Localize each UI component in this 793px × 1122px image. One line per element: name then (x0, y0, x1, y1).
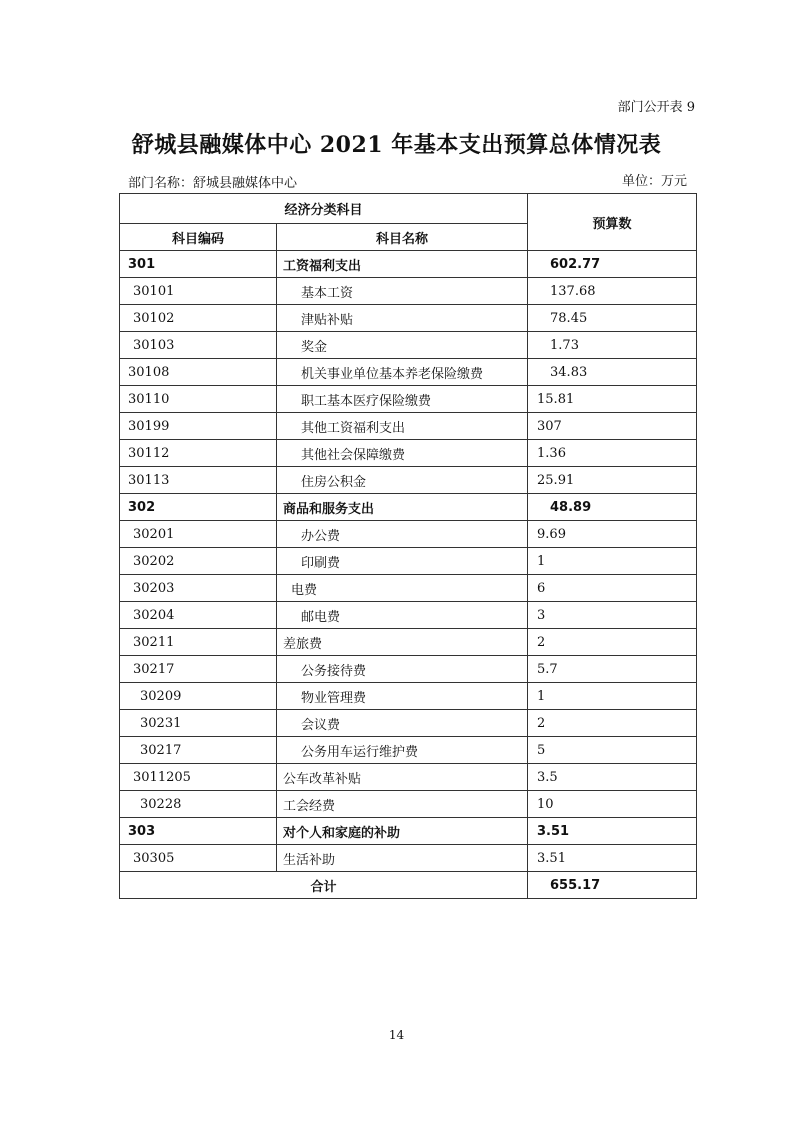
row-code: 30102 (120, 305, 277, 332)
table-row (120, 845, 697, 872)
row-code: 30101 (120, 278, 277, 305)
row-name: 其他工资福利支出 (277, 413, 528, 440)
table-row (120, 548, 697, 575)
row-code: 30209 (120, 683, 277, 710)
row-amount: 6 (528, 575, 697, 602)
row-amount: 25.91 (528, 467, 697, 494)
page-title: 舒城县融媒体中心 2021 年基本支出预算总体情况表 (131, 132, 662, 158)
row-code: 30203 (120, 575, 277, 602)
row-amount: 1.36 (528, 440, 697, 467)
total-row (120, 872, 697, 899)
document-label: 部门公开表 9 (617, 100, 695, 115)
row-code: 30113 (120, 467, 277, 494)
row-amount: 602.77 (528, 251, 697, 278)
row-name: 住房公积金 (277, 467, 528, 494)
table-row (120, 575, 697, 602)
row-code: 30217 (120, 737, 277, 764)
row-code: 30228 (120, 791, 277, 818)
row-name: 物业管理费 (277, 683, 528, 710)
row-name: 基本工资 (277, 278, 528, 305)
header-name: 科目名称 (277, 224, 528, 251)
row-code: 30112 (120, 440, 277, 467)
row-name: 职工基本医疗保险缴费 (277, 386, 528, 413)
row-amount: 3.51 (528, 818, 697, 845)
row-amount: 15.81 (528, 386, 697, 413)
table-row (120, 683, 697, 710)
row-name: 工资福利支出 (277, 251, 528, 278)
row-code: 3011205 (120, 764, 277, 791)
row-amount: 10 (528, 791, 697, 818)
row-amount: 3.51 (528, 845, 697, 872)
page-number: 14 (388, 1028, 405, 1042)
row-code: 30110 (120, 386, 277, 413)
row-name: 公车改革补贴 (277, 764, 528, 791)
row-code: 30202 (120, 548, 277, 575)
table-row (120, 305, 697, 332)
row-name: 公务接待费 (277, 656, 528, 683)
row-name: 印刷费 (277, 548, 528, 575)
row-amount: 2 (528, 710, 697, 737)
row-name: 工会经费 (277, 791, 528, 818)
row-amount: 2 (528, 629, 697, 656)
table-row (120, 467, 697, 494)
department-name: 部门名称：舒城县融媒体中心 (128, 176, 298, 191)
row-name: 奖金 (277, 332, 528, 359)
row-amount: 48.89 (528, 494, 697, 521)
row-amount: 137.68 (528, 278, 697, 305)
table-row (120, 278, 697, 305)
row-name: 商品和服务支出 (277, 494, 528, 521)
header-amount: 预算数 (528, 194, 697, 251)
table-body (120, 251, 697, 872)
table-row (120, 629, 697, 656)
row-amount: 34.83 (528, 359, 697, 386)
row-code: 30201 (120, 521, 277, 548)
table-row (120, 359, 697, 386)
row-name: 机关事业单位基本养老保险缴费 (277, 359, 528, 386)
group-row (120, 818, 697, 845)
header-group: 经济分类科目 (120, 194, 528, 224)
header-row-group (120, 194, 697, 224)
row-code: 30204 (120, 602, 277, 629)
row-name: 差旅费 (277, 629, 528, 656)
row-code: 303 (120, 818, 277, 845)
table-row (120, 764, 697, 791)
row-code: 30305 (120, 845, 277, 872)
group-row (120, 494, 697, 521)
row-name: 电费 (277, 575, 528, 602)
meta-row (128, 172, 695, 192)
row-name: 对个人和家庭的补助 (277, 818, 528, 845)
row-code: 30231 (120, 710, 277, 737)
row-amount: 1 (528, 548, 697, 575)
row-amount: 3 (528, 602, 697, 629)
row-name: 邮电费 (277, 602, 528, 629)
row-name: 生活补助 (277, 845, 528, 872)
row-code: 301 (120, 251, 277, 278)
row-name: 公务用车运行维护费 (277, 737, 528, 764)
row-amount: 78.45 (528, 305, 697, 332)
row-name: 津贴补贴 (277, 305, 528, 332)
row-code: 302 (120, 494, 277, 521)
table-row (120, 413, 697, 440)
row-amount: 9.69 (528, 521, 697, 548)
row-code: 30103 (120, 332, 277, 359)
unit-label: 单位：万元 (621, 174, 687, 189)
table-row (120, 737, 697, 764)
row-amount: 5 (528, 737, 697, 764)
row-amount: 5.7 (528, 656, 697, 683)
table-row (120, 602, 697, 629)
table-row (120, 332, 697, 359)
row-code: 30199 (120, 413, 277, 440)
row-name: 会议费 (277, 710, 528, 737)
row-name: 办公费 (277, 521, 528, 548)
table-row (120, 386, 697, 413)
row-amount: 1.73 (528, 332, 697, 359)
row-name: 其他社会保障缴费 (277, 440, 528, 467)
group-row (120, 251, 697, 278)
table-row (120, 710, 697, 737)
row-amount: 307 (528, 413, 697, 440)
table-row (120, 656, 697, 683)
table-row (120, 791, 697, 818)
row-amount: 3.5 (528, 764, 697, 791)
row-code: 30108 (120, 359, 277, 386)
budget-table (119, 193, 697, 899)
row-code: 30211 (120, 629, 277, 656)
table-row (120, 521, 697, 548)
row-amount: 1 (528, 683, 697, 710)
table-row (120, 440, 697, 467)
total-amount: 655.17 (528, 872, 697, 899)
row-code: 30217 (120, 656, 277, 683)
total-label: 合计 (120, 872, 528, 899)
header-code: 科目编码 (120, 224, 277, 251)
